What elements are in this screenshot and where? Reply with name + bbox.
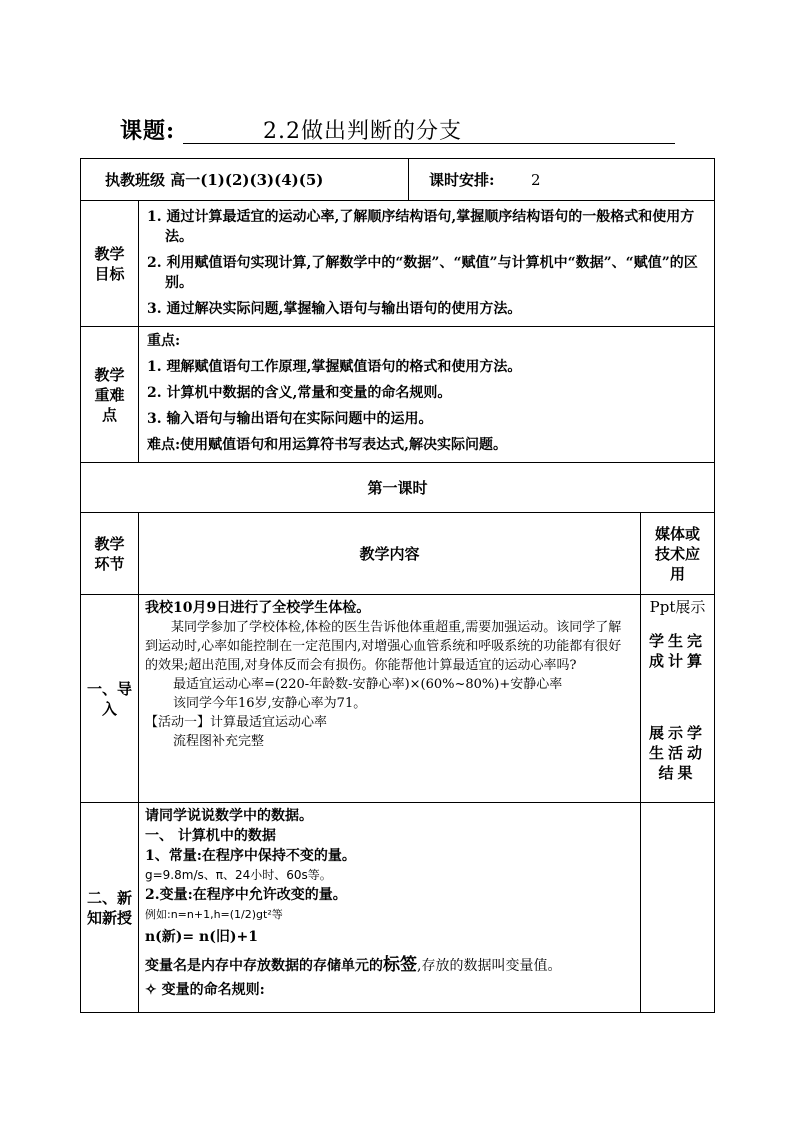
keypoints-content bbox=[139, 327, 715, 463]
new-line: g=9.8m/s、π、24小时、60s等。 bbox=[145, 868, 332, 882]
media-item: 学生完成计算 bbox=[649, 632, 707, 670]
new-line: n(新)= n(旧)+1 bbox=[145, 929, 258, 945]
new-content bbox=[139, 803, 641, 1013]
formula-text: 最适宜运动心率=(220-年龄数-安静心率)×(60%~80%)+安静心率 bbox=[173, 677, 563, 692]
goals-content bbox=[139, 201, 715, 327]
new-line: 一、 计算机中的数据 bbox=[145, 828, 276, 844]
difficulty-text: 难点:使用赋值语句和用运算符书写表达式,解决实际问题。 bbox=[147, 437, 508, 453]
new-line: ✧ 变量的命名规则: bbox=[145, 982, 265, 998]
hours-label: 课时安排: bbox=[429, 170, 495, 189]
keypoint-item: 2. 计算机中数据的含义,常量和变量的命名规则。 bbox=[147, 385, 452, 401]
intro-paragraph: 某同学参加了学校体检,体检的医生告诉他体重超重,需要加强运动。该同学了解到运动时,心率如能控制在一定范围内,对增强心血管系统和呼吸系统的功能都有很好的效果;超出范围,对身体反而会有损伤。你能帮他计算最适宜的运动心率吗? bbox=[145, 620, 622, 673]
new-line: 1、常量:在程序中保持不变的量。 bbox=[145, 848, 356, 864]
hours-value: 2 bbox=[531, 170, 541, 189]
media-header: 媒体或技术应用 bbox=[641, 513, 715, 595]
lesson-heading-row bbox=[81, 463, 715, 513]
new-line: 2.变量:在程序中允许改变的量。 bbox=[145, 887, 347, 903]
goal-item: 3. 通过解决实际问题,掌握输入语句与输出语句的使用方法。 bbox=[147, 301, 522, 317]
goal-item: 2. 利用赋值语句实现计算,了解数学中的“数据”、“赋值”与计算机中“数据”、“赋值”的区别。 bbox=[147, 255, 698, 291]
new-media bbox=[641, 803, 715, 1013]
column-header-row bbox=[81, 513, 715, 595]
goal-item: 1. 通过计算最适宜的运动心率,了解顺序结构语句,掌握顺序结构语句的一般格式和使用方法。 bbox=[147, 209, 695, 245]
title-label: 课题: bbox=[120, 118, 176, 144]
goals-row bbox=[81, 201, 715, 327]
activity-label: 【活动一】计算最适宜运动心率 bbox=[145, 715, 328, 730]
keypoint-item: 3. 输入语句与输出语句在实际问题中的运用。 bbox=[147, 411, 433, 427]
keypoints-label: 教学重难点 bbox=[81, 327, 139, 463]
new-line: 请同学说说数学中的数据。 bbox=[145, 808, 313, 824]
page-title bbox=[120, 114, 462, 145]
intro-media bbox=[641, 595, 715, 803]
media-item: Ppt展示 bbox=[649, 598, 706, 616]
new-stage: 二、新知新授 bbox=[81, 803, 139, 1013]
lesson-heading: 第一课时 bbox=[81, 463, 715, 513]
new-line: 变量名是内存中存放数据的存储单元的标签,存放的数据叫变量值。 bbox=[145, 955, 562, 975]
intro-stage: 一、导入 bbox=[81, 595, 139, 803]
info-row bbox=[81, 159, 715, 201]
intro-content bbox=[139, 595, 641, 803]
hours-cell bbox=[409, 159, 715, 201]
content-header: 教学内容 bbox=[139, 513, 641, 595]
keypoint-item: 1. 理解赋值语句工作原理,掌握赋值语句的格式和使用方法。 bbox=[147, 359, 522, 375]
given-text: 该同学今年16岁,安静心率为71。 bbox=[173, 696, 367, 711]
keypoints-row bbox=[81, 327, 715, 463]
title-underline bbox=[183, 143, 675, 144]
media-item: 展示学生活动结果 bbox=[649, 724, 707, 782]
lesson-plan-table bbox=[80, 158, 715, 1013]
flowchart-text: 流程图补充完整 bbox=[173, 734, 265, 749]
class-cell: 执教班级 高一(1)(2)(3)(4)(5) bbox=[81, 159, 409, 201]
goals-label: 教学目标 bbox=[81, 201, 139, 327]
stage-header: 教学环节 bbox=[81, 513, 139, 595]
intro-line: 我校10月9日进行了全校学生体检。 bbox=[145, 600, 371, 616]
course-title: 2.2做出判断的分支 bbox=[263, 119, 462, 144]
focus-label: 重点: bbox=[147, 333, 181, 349]
new-line: 例如:n=n+1,h=(1/2)gt²等 bbox=[145, 908, 283, 921]
intro-row bbox=[81, 595, 715, 803]
new-knowledge-row bbox=[81, 803, 715, 1013]
